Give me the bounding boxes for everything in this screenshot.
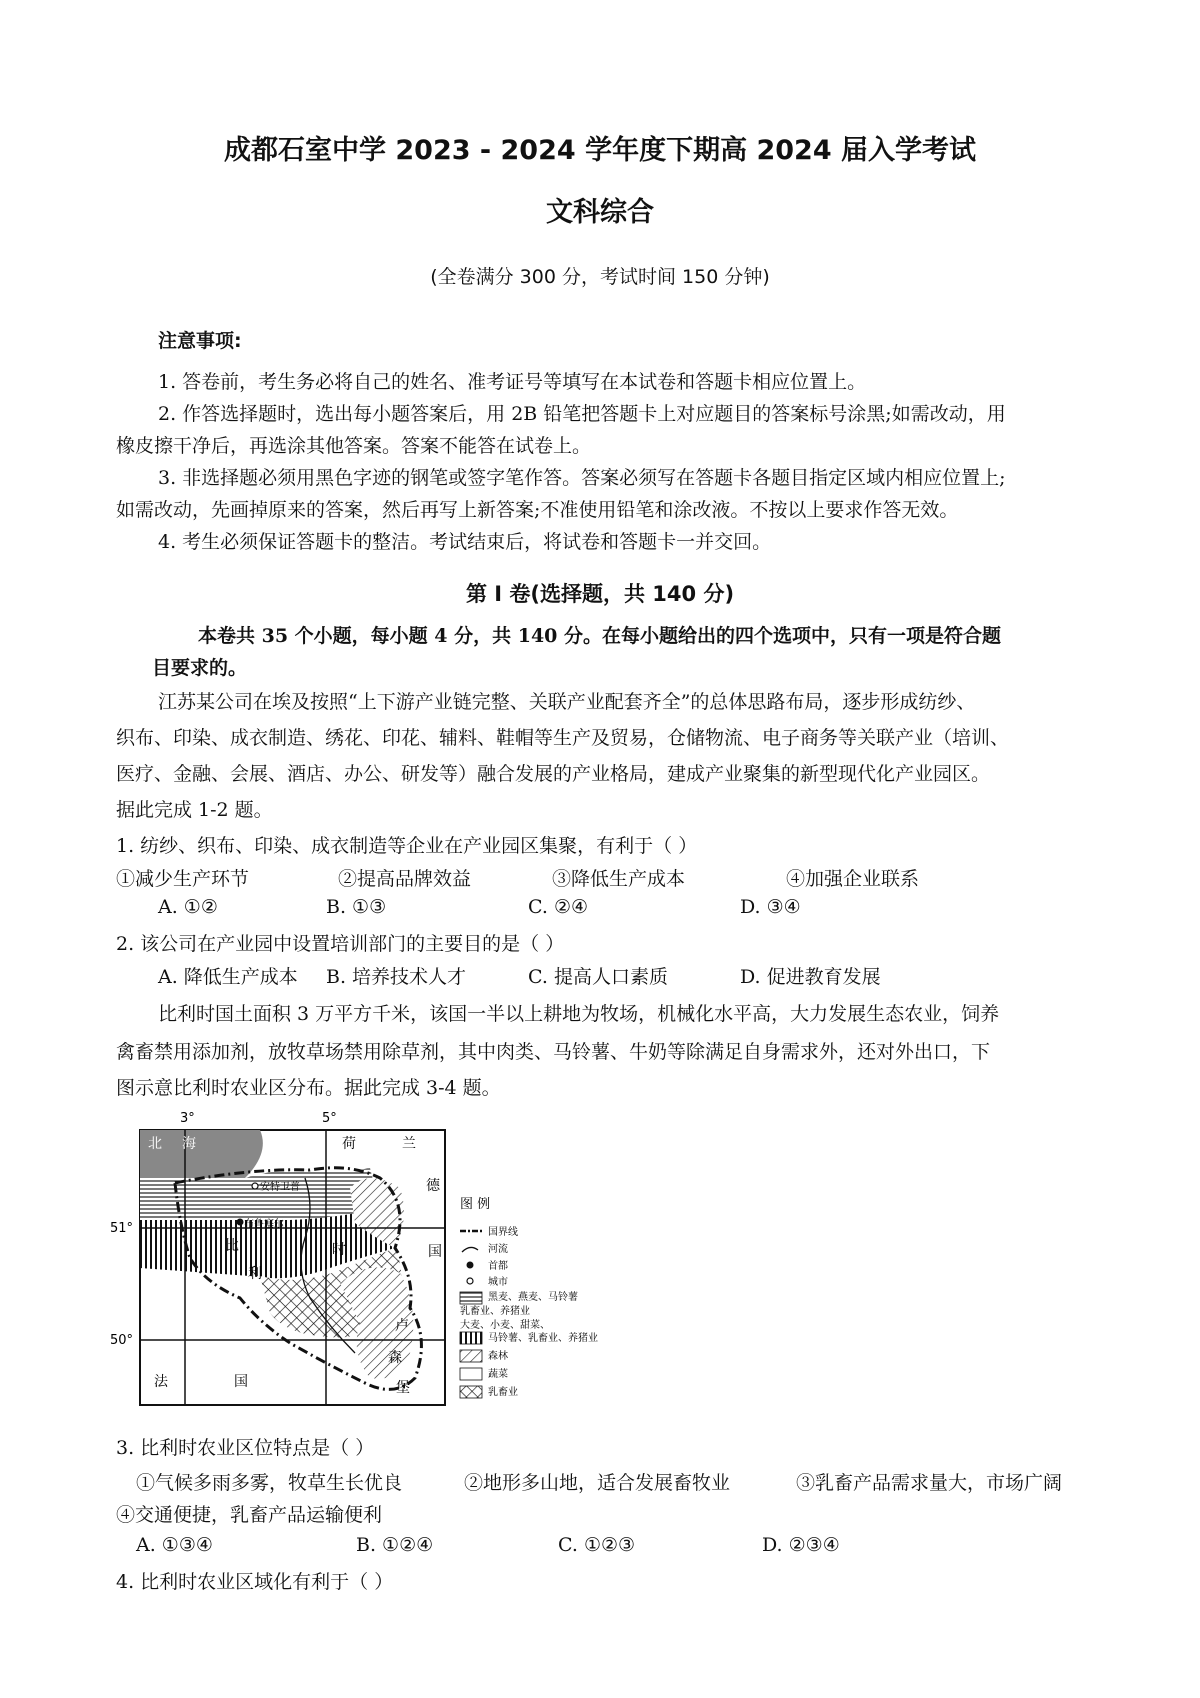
question-stem: 1. 纺纱、织布、印染、成衣制造等企业在产业园区集聚，有利于（ ） [116, 835, 698, 857]
city-legend-icon [467, 1278, 473, 1284]
map-place: 法 [154, 1374, 168, 1390]
notice-line: 橡皮擦干净后，再选涂其他答案。答案不能答在试卷上。 [116, 435, 592, 457]
city-marker-icon [252, 1183, 258, 1189]
legend-item: 国界线 [488, 1227, 518, 1238]
map-capital-label: 布鲁塞尔 [244, 1219, 284, 1230]
answer-option[interactable]: B. 培养技术人才 [326, 966, 467, 988]
answer-option[interactable]: A. ①② [158, 896, 218, 918]
passage-line: 织布、印染、成衣制造、绣花、印花、辅料、鞋帽等生产及贸易，仓储物流、电子商务等关联产业（培训、 [116, 727, 1010, 749]
answer-option[interactable]: D. ②③④ [762, 1534, 840, 1556]
river-legend-icon [462, 1247, 478, 1252]
legend-item: 河流 [488, 1244, 508, 1255]
notice-line: 4. 考生必须保证答题卡的整洁。考试结束后，将试卷和答题卡一并交回。 [158, 531, 772, 553]
map-place: 堡 [396, 1380, 410, 1396]
statement-item: ③降低生产成本 [552, 868, 686, 890]
exam-subject: 文科综合 [546, 197, 654, 228]
legend-title: 图 例 [460, 1197, 491, 1212]
statement-item: ④加强企业联系 [786, 868, 920, 890]
map-place: 北 [148, 1136, 162, 1152]
notice-line: 3. 非选择题必须用黑色字迹的钢笔或签字笔作答。答案必须写在答题卡各题目指定区域内相应位置上; [158, 467, 1006, 489]
dairy-legend-icon [460, 1386, 482, 1398]
passage-line: 比利时国土面积 3 万平方千米，该国一半以上耕地为牧场，机械化水平高，大力发展生态农业，饲养 [158, 1003, 1000, 1025]
legend-item: 首都 [488, 1261, 508, 1272]
notice-line: 2. 作答选择题时，选出每小题答案后，用 2B 铅笔把答题卡上对应题目的答案标号涂黑;如需改动，用 [158, 403, 1006, 425]
statement-item: ①气候多雨多雾，牧草生长优良 [136, 1472, 403, 1494]
legend-item: 马铃薯、乳畜业、养猪业 [488, 1333, 598, 1344]
map-place: 荷 [342, 1136, 356, 1152]
legend-item: 乳畜业 [488, 1387, 518, 1398]
map-place: 利 [248, 1266, 262, 1282]
statement-item: ①减少生产环节 [116, 868, 250, 890]
question-stem: 4. 比利时农业区域化有利于（ ） [116, 1571, 394, 1593]
passage-line: 图示意比利时农业区分布。据此完成 3-4 题。 [116, 1077, 501, 1099]
answer-option[interactable]: A. ①③④ [136, 1534, 213, 1556]
capital-marker-icon [237, 1219, 244, 1226]
passage-line: 医疗、金融、会展、酒店、办公、研发等）融合发展的产业格局，建成产业聚集的新型现代化产业园区。 [116, 763, 991, 785]
answer-option[interactable]: B. ①③ [326, 896, 387, 918]
map-lon-label: 5° [322, 1111, 337, 1126]
barley-wheat-legend-icon [460, 1332, 482, 1344]
rye-dairy-legend-icon [460, 1292, 482, 1304]
map-lat-label: 50° [110, 1333, 134, 1348]
notice-line: 1. 答卷前，考生务必将自己的姓名、准考证号等填写在本试卷和答题卡相应位置上。 [158, 371, 867, 393]
map-place: 森 [388, 1350, 402, 1366]
legend-item: 城市 [488, 1277, 508, 1288]
passage-line: 据此完成 1-2 题。 [116, 799, 273, 821]
question-stem: 2. 该公司在产业园中设置培训部门的主要目的是（ ） [116, 933, 565, 955]
section-intro: 目要求的。 [152, 657, 248, 679]
map-place: 国 [428, 1244, 442, 1260]
statement-item: ②地形多山地，适合发展畜牧业 [464, 1472, 731, 1494]
section-intro: 本卷共 35 个小题，每小题 4 分，共 140 分。在每小题给出的四个选项中，只有一项是符合题 [198, 625, 1002, 647]
notice-heading: 注意事项: [158, 330, 242, 352]
map-place: 海 [182, 1136, 196, 1152]
belgium-agriculture-map [110, 1108, 670, 1428]
capital-legend-icon [467, 1262, 474, 1269]
map-place: 比 [225, 1238, 239, 1254]
map-place: 时 [332, 1242, 346, 1258]
answer-option[interactable]: C. ①②③ [558, 1534, 636, 1556]
map-place: 国 [234, 1374, 248, 1390]
legend-item: 乳畜业、养猪业 [460, 1306, 530, 1317]
statement-item: ③乳畜产品需求量大，市场广阔 [796, 1472, 1063, 1494]
answer-option[interactable]: D. ③④ [740, 896, 801, 918]
legend-item: 黑麦、燕麦、马铃薯 [488, 1292, 578, 1303]
map-city-label: 安特卫普 [260, 1182, 300, 1193]
legend-item: 森林 [488, 1351, 508, 1362]
exam-note: (全卷满分 300 分，考试时间 150 分钟) [430, 266, 770, 288]
answer-option[interactable]: A. 降低生产成本 [158, 966, 298, 988]
passage-line: 江苏某公司在埃及按照“上下游产业链完整、关联产业配套齐全”的总体思路布局，逐步形成纺纱、 [158, 691, 976, 713]
answer-option[interactable]: C. 提高人口素质 [528, 966, 668, 988]
map-place: 德 [426, 1178, 440, 1194]
answer-option[interactable]: C. ②④ [528, 896, 589, 918]
map-place: 卢 [395, 1318, 409, 1334]
answer-option[interactable]: D. 促进教育发展 [740, 966, 881, 988]
legend-item: 蔬菜 [488, 1369, 508, 1380]
map-place: 兰 [402, 1136, 416, 1152]
section-title: 第 I 卷(选择题，共 140 分) [465, 582, 735, 606]
map-lon-label: 3° [180, 1111, 195, 1126]
map-lat-label: 51° [110, 1221, 134, 1236]
statement-item: ②提高品牌效益 [338, 868, 472, 890]
passage-line: 禽畜禁用添加剂，放牧草场禁用除草剂，其中肉类、马铃薯、牛奶等除满足自身需求外，还对外出口，下 [116, 1041, 991, 1063]
notice-line: 如需改动，先画掉原来的答案，然后再写上新答案;不准使用铅笔和涂改液。不按以上要求作答无效。 [116, 499, 959, 521]
statement-item: ④交通便捷，乳畜产品运输便利 [116, 1504, 383, 1526]
exam-title: 成都石室中学 2023 - 2024 学年度下期高 2024 届入学考试 [223, 135, 977, 166]
forest-legend-icon [460, 1350, 482, 1362]
vegetable-legend-icon [460, 1368, 482, 1380]
legend-item: 大麦、小麦、甜菜、 [460, 1320, 550, 1331]
answer-option[interactable]: B. ①②④ [356, 1534, 434, 1556]
question-stem: 3. 比利时农业区位特点是（ ） [116, 1437, 375, 1459]
